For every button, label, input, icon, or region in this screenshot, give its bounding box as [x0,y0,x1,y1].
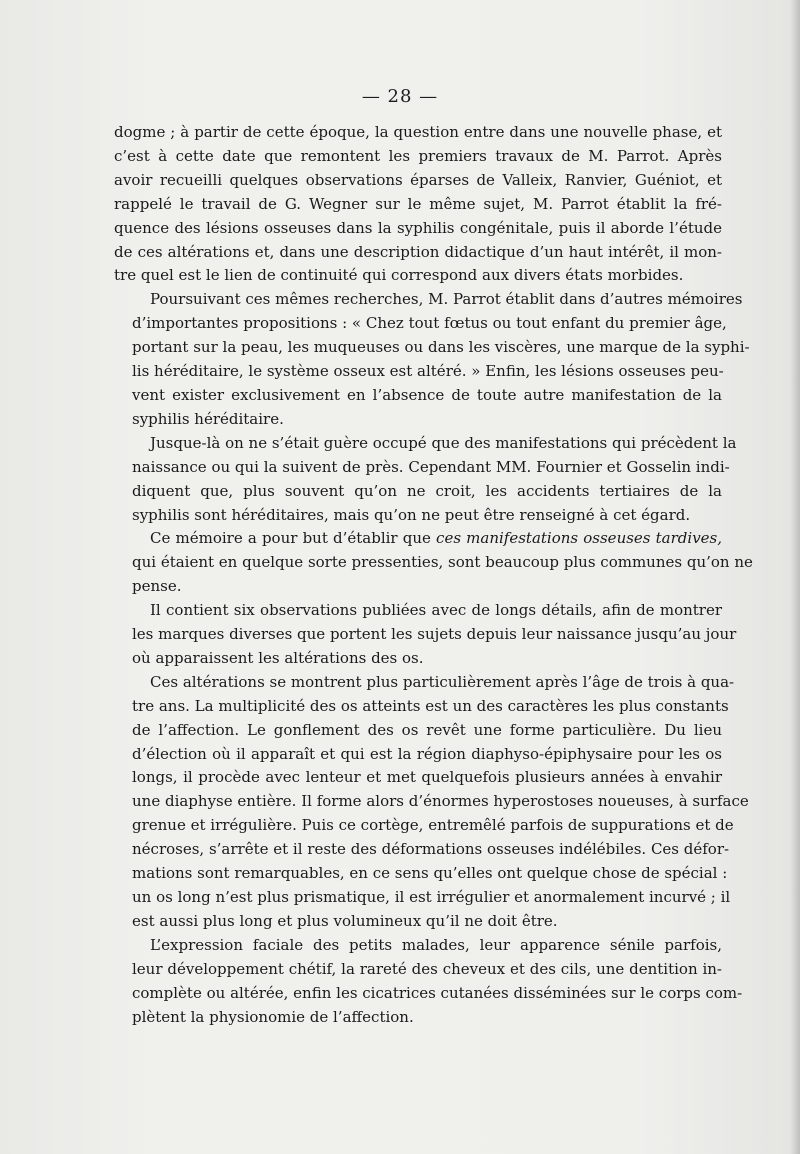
text-line: leur développement chétif, la rareté des cheveux et des cils, une dentition in- [132,959,722,978]
text-line: c’est à cette date que remontent les premiers travaux de M. Parrot. Après [114,146,722,165]
text-line: vent exister exclusivement en l’absence de toute autre manifestation de la [132,385,722,404]
text-line: qui étaient en quelque sorte pressenties, sont beaucoup plus communes qu’on ne [132,553,753,572]
italic-phrase: ces manifestations osseuses tardives, [436,529,723,548]
text-line: diquent que, plus souvent qu’on ne croit, les accidents tertiaires de la [132,481,722,500]
page-edge-shadow [790,0,800,1154]
text-segment: Ce mémoire a pour but d’établir que [150,529,437,548]
text-line: d’importantes propositions : « Chez tout fœtus ou tout enfant du premier âge, [132,314,727,333]
text-line: tre ans. La multiplicité des os atteints est un des caractères les plus constants [132,696,729,715]
paragraph-2 [114,288,750,431]
text-line: pense. [132,577,182,596]
text-line: Ces altérations se montrent plus particulièrement après l’âge de trois à qua- [150,672,735,691]
text-line: les marques diverses que portent les sujets depuis leur naissance jusqu’au jour [132,625,737,644]
text-line: L’expression faciale des petits malades, leur apparence sénile parfois, [150,935,722,954]
text-line: Il contient six observations publiées avec de longs détails, afin de montrer [150,601,722,620]
text-line: naissance ou qui la suivent de près. Cependant MM. Fournier et Gosselin indi- [132,457,730,476]
text-line: dogme ; à partir de cette époque, la question entre dans une nouvelle phase, et [114,123,722,141]
text-line: syphilis sont héréditaires, mais qu’on ne peut être renseigné à cet égard. [132,505,691,524]
text-line: grenue et irrégulière. Puis ce cortège, entremêlé parfois de suppurations et de [132,816,734,835]
paragraph-3 [114,432,737,528]
text-line: de ces altérations et, dans une description didactique d’un haut intérêt, il mon- [114,242,722,261]
text-line: une diaphyse entière. Il forme alors d’énormes hyperostoses noueuses, à surface [132,792,749,811]
paragraph-6 [114,671,749,934]
text-line: syphilis héréditaire. [132,409,284,428]
text-line: quence des lésions osseuses dans la syphilis congénitale, puis il aborde l’étude [114,218,722,237]
text-line: Poursuivant ces mêmes recherches, M. Parrot établit dans d’autres mémoires [150,290,743,309]
text-line: mations sont remarquables, en ce sens qu’elles ont quelque chose de spécial : [132,864,728,883]
body-text [114,121,753,1029]
text-line: de l’affection. Le gonflement des os revêt une forme particulière. Du lieu [132,720,722,739]
text-line: longs, il procède avec lenteur et met quelquefois plusieurs années à envahir [132,768,722,787]
text-line: où apparaissent les altérations des os. [132,648,424,667]
text-line: d’élection où il apparaît et qui est la région diaphyso-épiphysaire pour les os [132,744,722,763]
paragraph-5 [114,599,737,671]
paragraph-4 [114,527,753,599]
text-line: avoir recueilli quelques observations éparses de Valleix, Ranvier, Guéniot, et [114,170,722,189]
page-number: — 28 — [361,86,439,107]
text-line: portant sur la peau, les muqueuses ou dans les viscères, une marque de la syphi- [132,338,750,357]
text-line: nécroses, s’arrête et il reste des déformations osseuses indélébiles. Ces défor- [132,840,730,859]
text-line: complète ou altérée, enfin les cicatrices cutanées disséminées sur le corps com- [132,983,743,1002]
text-line: plètent la physionomie de l’affection. [132,1007,414,1026]
text-line [114,527,722,551]
paragraph-1 [114,121,722,288]
text-line: est aussi plus long et plus volumineux qu’il ne doit être. [132,911,558,930]
text-line: rappelé le travail de G. Wegner sur le même sujet, M. Parrot établit la fré- [114,194,722,213]
text-line: un os long n’est plus prismatique, il est irrégulier et anormalement incurvé ; il [132,888,731,906]
paragraph-7 [114,934,743,1030]
text-line: tre quel est le lien de continuité qui correspond aux divers états morbides. [114,266,684,285]
text-line: lis héréditaire, le système osseux est altéré. » Enfin, les lésions osseuses peu- [132,362,724,381]
text-line: Jusque-là on ne s’était guère occupé que des manifestations qui précèdent la [150,433,737,452]
